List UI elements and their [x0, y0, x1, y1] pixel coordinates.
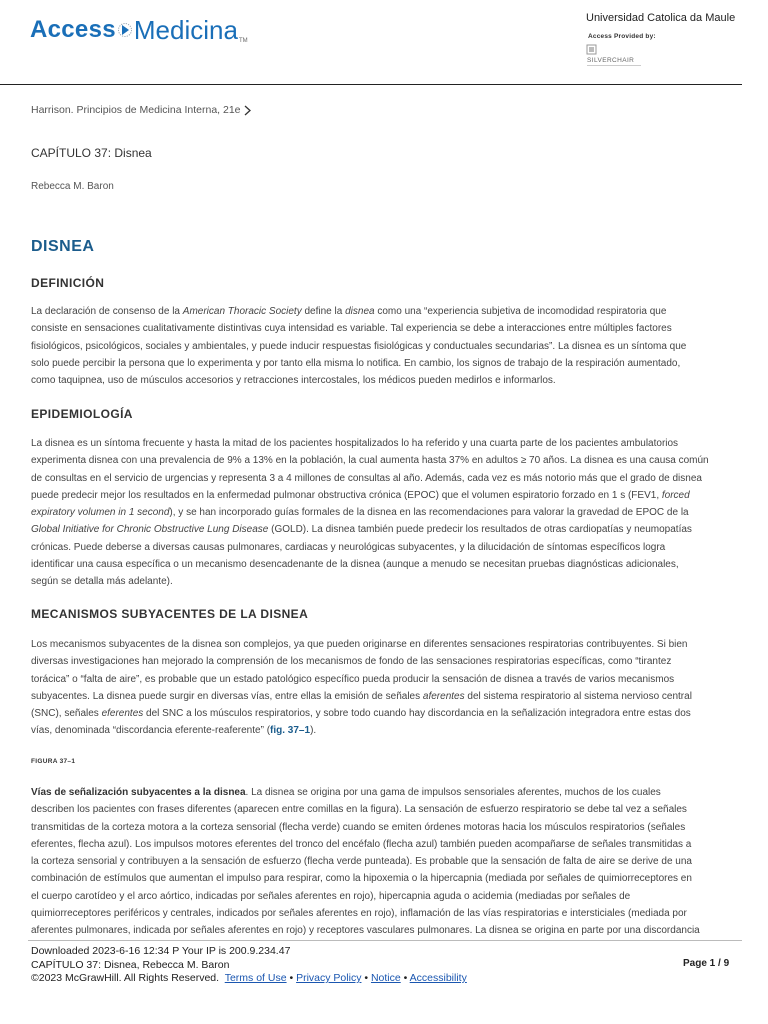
institution-name: Universidad Catolica da Maule — [586, 12, 736, 24]
heading-epidemiologia: EPIDEMIOLOGÍA — [31, 407, 133, 421]
figure-caption — [31, 784, 739, 940]
text-line: solo puede percibir la persona que lo experimenta y por tanto ella misma lo notifica. En cambio, los signos de trabajo de la respiración aumentado, — [31, 357, 681, 369]
page-header — [0, 0, 768, 84]
header-divider — [0, 84, 742, 85]
text-line: (SNC), señales eferentes del SNC a los músculos respiratorios, y sobre todo cuando hay discordancia en la señalización integradora entre estas dos — [31, 708, 691, 720]
privacy-policy-link[interactable]: Privacy Policy — [296, 972, 362, 984]
breadcrumb-book-title[interactable]: Harrison. Principios de Medicina Interna, 21e — [31, 104, 241, 116]
text-line: fisiológicos, psicológicos, sociales y ambientales, y puede inducir respuestas fisiológicas y conductuales secundarias”. La disnea es un síntoma que — [31, 340, 687, 352]
section-title: DISNEA — [31, 238, 95, 255]
text-line: aferentes pulmonares, indicada por señales aferentes en rojo) y receptores vasculares pulmonares. La disnea se origina en parte por una discordancia — [31, 925, 700, 937]
chapter-title: CAPÍTULO 37: Disnea — [31, 146, 152, 160]
text-line: transmitidas de la corteza motora a la corteza sensorial (flecha verde) cuando se emiten órdenes motoras hacia los músculos respiratorios (señales — [31, 821, 686, 833]
copyright-text: ©2023 McGrawHill. All Rights Reserved. — [31, 972, 220, 984]
text-line: expiratory volumen in 1 second), y se han incorporado guías formales de la disnea en las recomendaciones para valorar la gravedad de EPOC de la — [31, 507, 689, 519]
footer-chapter: CAPÍTULO 37: Disnea, Rebecca M. Baron — [31, 958, 230, 971]
heading-mecanismos: MECANISMOS SUBYACENTES DE LA DISNEA — [31, 607, 309, 621]
text-line: diversas investigaciones han mejorado la comprensión de los mecanismos de fondo de las sensaciones respiratorias específicas, como “tirantez — [31, 656, 672, 668]
text-line: torácica” o “falta de aire”, es probable que un estado patológico específico pueda producir la sensación de disnea a través de varios mecanismos — [31, 673, 675, 685]
figure-link[interactable]: fig. 37–1 — [270, 725, 311, 737]
notice-link[interactable]: Notice — [370, 972, 401, 984]
breadcrumb[interactable] — [31, 104, 251, 116]
text-line: quimiorreceptores periféricos y centrales, indicados por señales aferentes en rojo), inflamación de las vías respiratorias e intersticiales (mediada por — [31, 908, 687, 920]
heading-definicion: DEFINICIÓN — [31, 276, 105, 290]
text-line: describen los pacientes con frases diferentes (aparecen entre comillas en la figura). La sensación de esfuerzo respiratorio se debe tal vez a señales — [31, 804, 687, 816]
terms-of-use-link[interactable]: Terms of Use — [224, 972, 287, 984]
text-line: Los mecanismos subyacentes de la disnea son complejos, ya que pueden originarse en diferentes sensaciones respiratorias contribuyentes. Si bien — [31, 639, 688, 650]
text-line: el cuerpo carotídeo y el arco aórtico, indicadas por señales aferentes en rojo), hipercapnia aguda o acidemia (mediadas por señales de — [31, 890, 631, 902]
text-line: identificar una causa específica o un mecanismo desencadenante de la disnea (aunque a menudo se necesitan pruebas diagnósticas adicionales, — [31, 559, 679, 571]
text-line: puede predecir mejor los resultados en la enfermedad pulmonar obstructiva crónica (EPOC) que el volumen espiratorio forzado en 1 s (FEV1, forced — [31, 489, 690, 501]
chapter-author: Rebecca M. Baron — [31, 181, 114, 192]
logo-medicina-text: Medicina — [133, 14, 238, 45]
text-line: eferentes, flecha azul). Los impulsos motores eferentes del tronco del encéfalo (flecha azul) también pueden acompañarse de señales transmitidas a — [31, 838, 692, 850]
text-line: la corteza sensorial y contribuyen a la sensación de esfuerzo (flecha verde punteada). Es probable que la sensación de falta de aire se derive de una — [31, 856, 692, 868]
text-line: de consultas en el servicio de urgencias y representa 3 a 4 millones de consultas al año. Además, cada vez es más notorio más que el grado de disnea — [31, 472, 702, 484]
accessmedicina-logo[interactable] — [30, 12, 248, 48]
accessibility-link[interactable]: Accessibility — [409, 972, 467, 984]
text-line: combinación de estímulos que aumentan el impulso para respirar, como la hipoxemia o la hipercapnia (mediada por señales de quimiorreceptores en — [31, 873, 692, 885]
caption-title: Vías de señalización subyacentes a la disnea — [31, 787, 246, 798]
paragraph-epidemiologia — [31, 435, 739, 591]
logo-arrow-icon — [118, 21, 132, 39]
download-info: Downloaded 2023-6-16 12:34 P Your IP is 200.9.234.47 — [31, 945, 291, 957]
footer-legal: ©2023 McGrawHill. All Rights Reserved. Terms of Use • Privacy Policy • Notice • Accessibility — [31, 972, 467, 984]
access-provided-label: Access Provided by: — [588, 33, 656, 40]
text-line: subyacentes. La disnea puede surgir en diversas vías, entre ellas la emisión de señales aferentes del sistema respiratorio al sistema nervioso central — [31, 690, 692, 702]
text-line: La disnea es un síntoma frecuente y hasta la mitad de los pacientes hospitalizados lo ha referido y una cuarta parte de los pacientes ambulatorios — [31, 438, 679, 449]
figure-label: FIGURA 37–1 — [31, 758, 76, 765]
text-line: consiste en sensaciones cualitativamente distintivas cuya intensidad es variable. Tal experiencia se debe a interacciones entre múltiples factores — [31, 323, 672, 335]
text-line: Vías de señalización subyacentes a la disnea. La disnea se origina por una gama de impulsos sensoriales aferentes, muchos de los cuales — [31, 787, 661, 798]
logo-access-text: Access — [30, 16, 116, 43]
logo-trademark: TM — [238, 38, 248, 44]
text-line: según se detalla más adelante). — [31, 576, 173, 588]
page-number: Page 1 / 9 — [683, 958, 730, 969]
text-line: experimenta disnea con una prevalencia de 9% a 13% en la población, la cual aumenta hasta 37% en adultos ≥ 70 años. La disnea es una causa común — [31, 455, 709, 467]
paragraph-mecanismos — [31, 636, 739, 740]
page-footer — [31, 945, 467, 986]
text-line: Global Initiative for Chronic Obstructive Lung Disease (GOLD). La disnea también puede predecir los resultados de otras cardiopatías y neumopatías — [31, 524, 692, 536]
footer-divider — [28, 940, 742, 941]
text-line: vías, denominada “discordancia eferente-reaferente” (fig. 37–1). — [31, 725, 317, 737]
chevron-right-icon — [244, 105, 251, 116]
text-line: La declaración de consenso de la American Thoracic Society define la disnea como una “experiencia subjetiva de incomodidad respiratoria que — [31, 306, 667, 317]
silverchair-logo — [586, 44, 650, 70]
text-line: como taquipnea, uso de músculos accesorios y retracciones intercostales, los médicos pueden medirlos e informarlos. — [31, 375, 556, 387]
text-line: crónicas. Puede deberse a diversas causas pulmonares, cardiacas y neurológicas subyacentes, y la dilucidación de síntomas específicos logra — [31, 541, 666, 553]
svg-text:SILVERCHAIR: SILVERCHAIR — [587, 57, 635, 64]
paragraph-definicion — [31, 303, 739, 389]
